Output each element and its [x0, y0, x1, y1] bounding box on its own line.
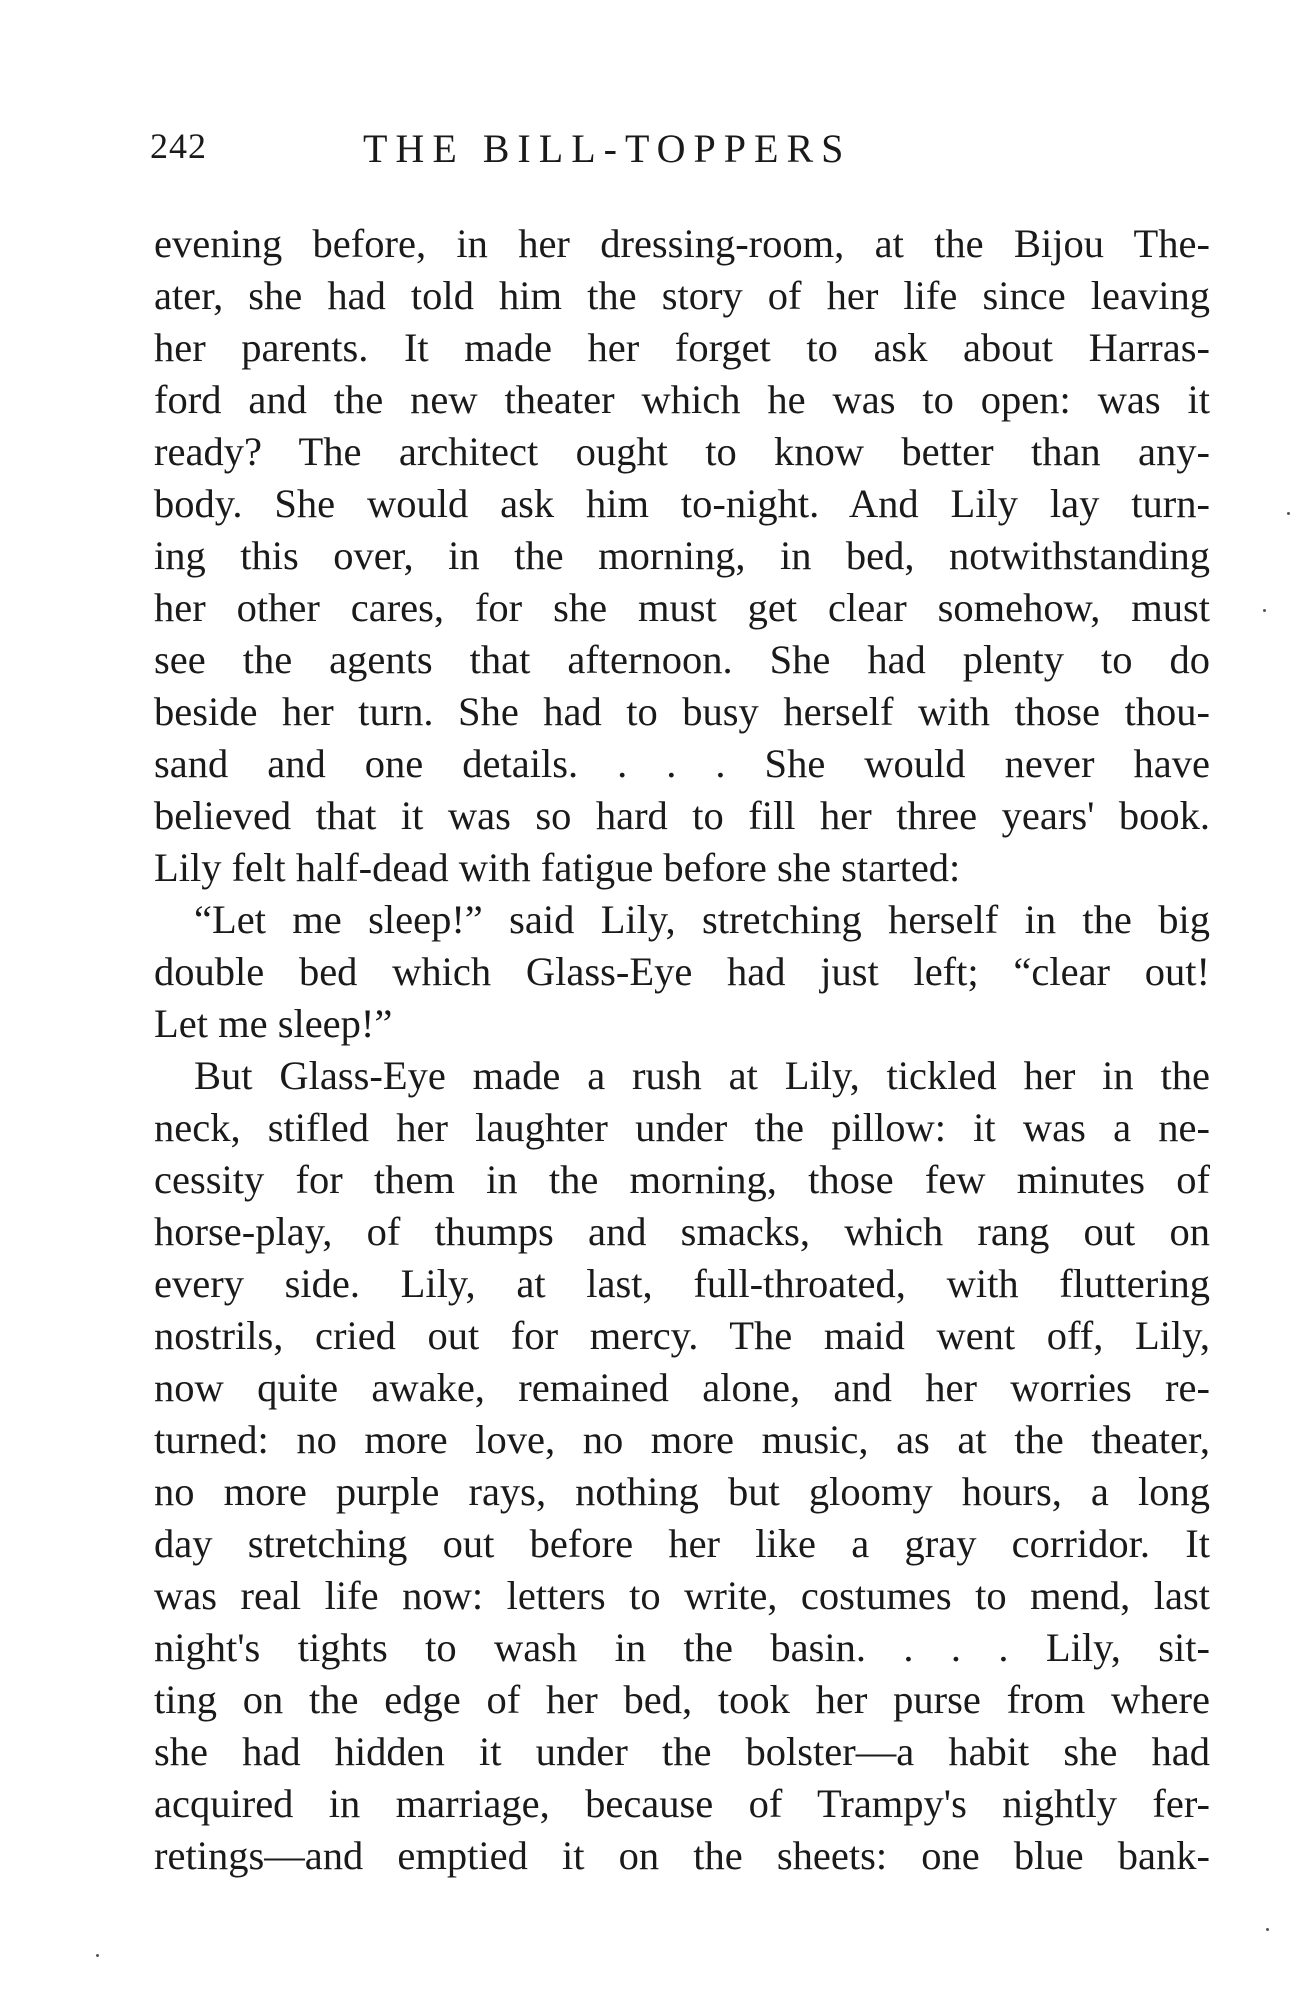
- text-line: sand and one details. . . . She would never have: [154, 741, 1210, 786]
- text-line: now quite awake, remained alone, and her worries re-: [154, 1365, 1210, 1410]
- page-header: [150, 125, 1210, 185]
- text-line: no more purple rays, nothing but gloomy hours, a long: [154, 1469, 1210, 1514]
- text-line: ford and the new theater which he was to open: was it: [154, 377, 1210, 422]
- text-line: Let me sleep!”: [154, 1001, 393, 1046]
- text-line: neck, stifled her laughter under the pillow: it was a ne-: [154, 1105, 1210, 1150]
- text-line: acquired in marriage, because of Trampy's nightly fer-: [154, 1781, 1210, 1826]
- text-line: ting on the edge of her bed, took her purse from where: [154, 1677, 1210, 1722]
- text-line: she had hidden it under the bolster—a habit she had: [154, 1729, 1210, 1774]
- text-line: day stretching out before her like a gray corridor. It: [154, 1521, 1210, 1566]
- text-line: believed that it was so hard to fill her three years' book.: [154, 793, 1210, 838]
- paper-speck: [1287, 512, 1290, 515]
- body-text: [154, 218, 1210, 1882]
- text-line: cessity for them in the morning, those few minutes of: [154, 1157, 1210, 1202]
- text-line: was real life now: letters to write, costumes to mend, last: [154, 1573, 1210, 1618]
- text-line: But Glass-Eye made a rush at Lily, tickled her in the: [194, 1053, 1210, 1098]
- text-line: horse-play, of thumps and smacks, which rang out on: [154, 1209, 1210, 1254]
- page-number: 242: [150, 126, 207, 166]
- text-line: ready? The architect ought to know better than any-: [154, 429, 1210, 474]
- text-line: beside her turn. She had to busy herself with those thou-: [154, 689, 1210, 734]
- paper-speck: [96, 1954, 99, 1957]
- text-line: ater, she had told him the story of her life since leaving: [154, 273, 1210, 318]
- text-line: evening before, in her dressing-room, at the Bijou The-: [154, 221, 1210, 266]
- text-line: turned: no more love, no more music, as at the theater,: [154, 1417, 1210, 1462]
- text-line: her other cares, for she must get clear somehow, must: [154, 585, 1210, 630]
- text-line: ing this over, in the morning, in bed, notwithstanding: [154, 533, 1210, 578]
- text-line: nostrils, cried out for mercy. The maid went off, Lily,: [154, 1313, 1210, 1358]
- text-line: see the agents that afternoon. She had plenty to do: [154, 637, 1210, 682]
- text-line: retings—and emptied it on the sheets: one blue bank-: [154, 1833, 1210, 1878]
- paper-speck: [1263, 609, 1266, 612]
- text-line: night's tights to wash in the basin. . . . Lily, sit-: [154, 1625, 1210, 1670]
- text-line: double bed which Glass-Eye had just left; “clear out!: [154, 949, 1210, 994]
- text-line: “Let me sleep!” said Lily, stretching herself in the big: [194, 897, 1210, 942]
- text-line: every side. Lily, at last, full-throated, with fluttering: [154, 1261, 1210, 1306]
- running-title: THE BILL-TOPPERS: [363, 126, 852, 171]
- paper-speck: [1266, 1928, 1269, 1931]
- text-line: Lily felt half-dead with fatigue before she started:: [154, 845, 961, 890]
- text-line: body. She would ask him to-night. And Lily lay turn-: [154, 481, 1210, 526]
- text-line: her parents. It made her forget to ask about Harras-: [154, 325, 1210, 370]
